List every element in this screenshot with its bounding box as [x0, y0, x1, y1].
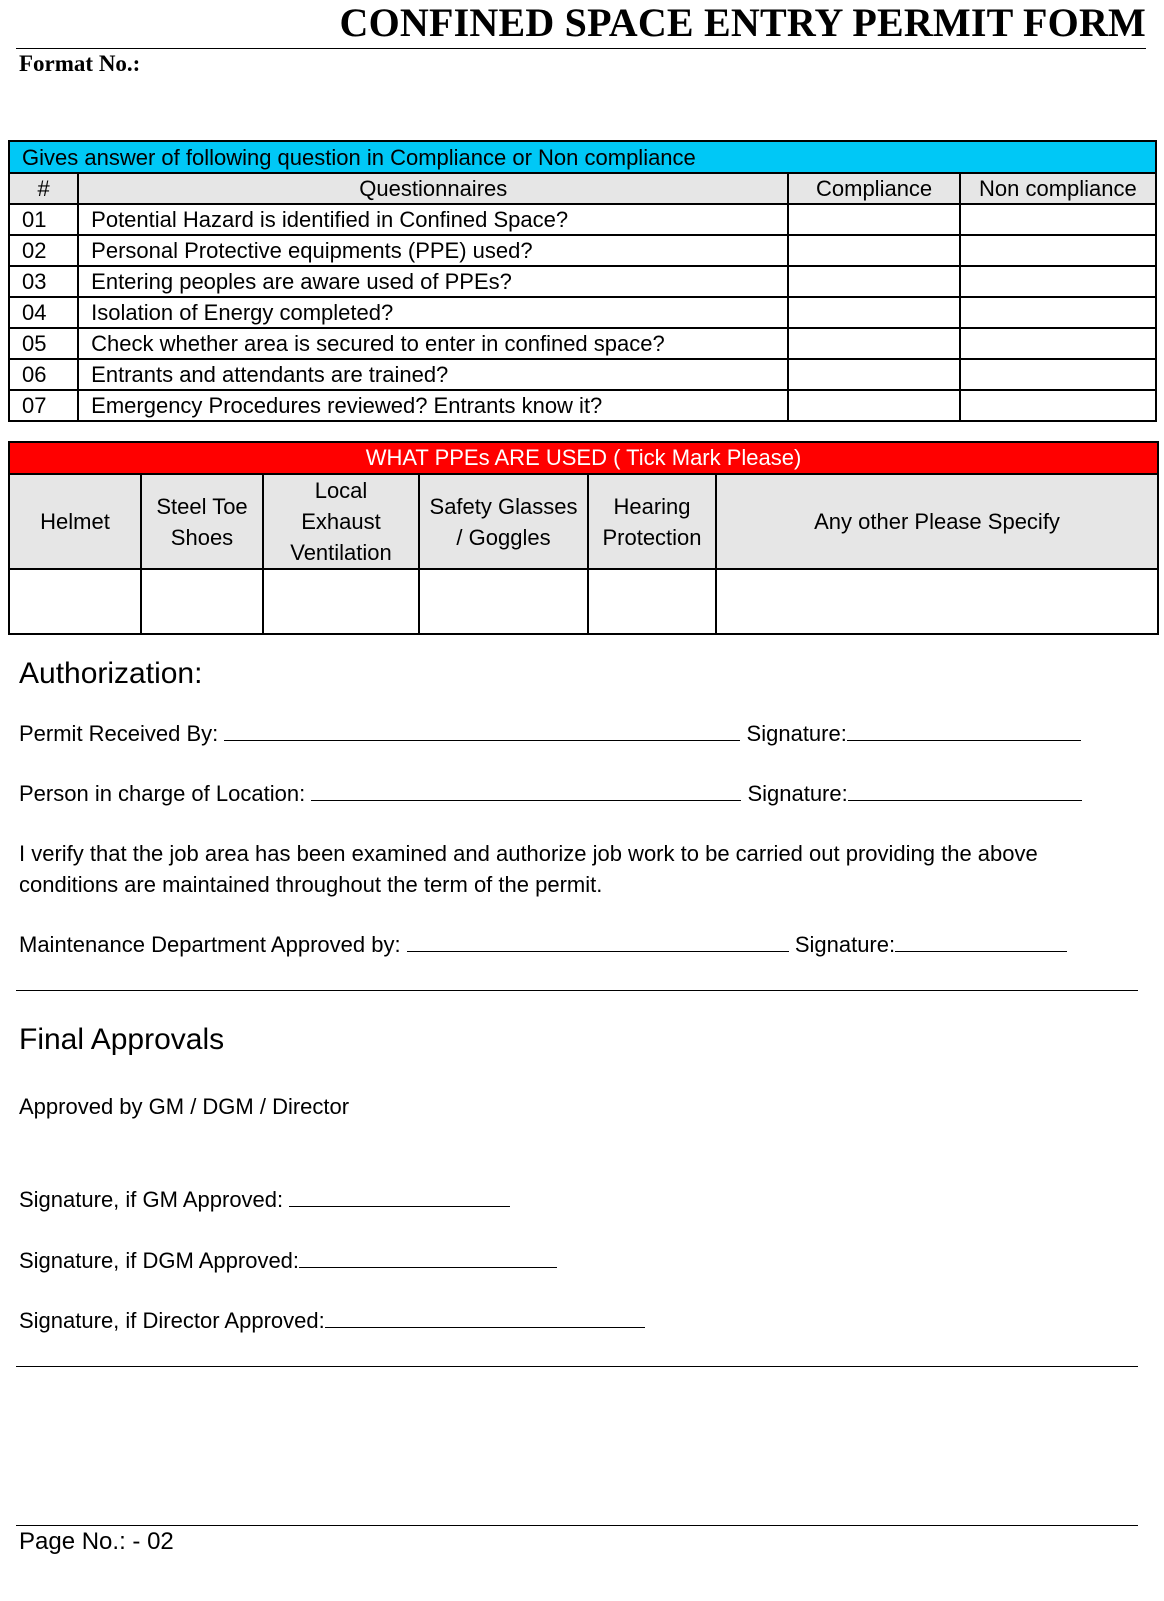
non-compliance-cell[interactable]: [960, 235, 1156, 266]
row-number: 05: [9, 328, 78, 359]
permit-received-line: [19, 718, 1081, 747]
maintenance-label: Maintenance Department Approved by:: [19, 932, 401, 957]
non-compliance-cell[interactable]: [960, 297, 1156, 328]
permit-received-field[interactable]: [224, 718, 740, 741]
ppe-col-hearing-protection: Hearing Protection: [588, 474, 716, 569]
row-number: 07: [9, 390, 78, 421]
form-title: CONFINED SPACE ENTRY PERMIT FORM: [339, 0, 1146, 45]
questionnaire-banner: Gives answer of following question in Compliance or Non compliance: [9, 141, 1156, 173]
signature-label: Signature:: [746, 721, 847, 746]
permit-received-label: Permit Received By:: [19, 721, 219, 746]
row-question: Emergency Procedures reviewed? Entrants know it?: [78, 390, 788, 421]
compliance-cell[interactable]: [788, 204, 959, 235]
ppe-table: [8, 441, 1159, 635]
page-number: Page No.: - 02: [19, 1528, 174, 1555]
ppe-col-local-exhaust-ventilation: Local Exhaust Ventilation: [263, 474, 419, 569]
row-question: Entering peoples are aware used of PPEs?: [78, 266, 788, 297]
gm-signature-label: Signature, if GM Approved:: [19, 1187, 284, 1212]
ppe-col-helmet: Helmet: [9, 474, 141, 569]
signature-label: Signature:: [794, 932, 896, 957]
table-row: [9, 235, 1156, 266]
row-number: 02: [9, 235, 78, 266]
signature-label: Signature:: [747, 781, 848, 806]
dgm-signature-line: [19, 1245, 557, 1274]
non-compliance-cell[interactable]: [960, 328, 1156, 359]
ppe-hearing-cell[interactable]: [588, 569, 716, 634]
compliance-cell[interactable]: [788, 390, 959, 421]
non-compliance-cell[interactable]: [960, 204, 1156, 235]
ppe-col-safety-glasses: Safety Glasses / Goggles: [419, 474, 588, 569]
ppe-other-cell[interactable]: [716, 569, 1158, 634]
compliance-cell[interactable]: [788, 328, 959, 359]
authorization-heading: Authorization:: [19, 657, 203, 690]
ppe-steel-toe-cell[interactable]: [141, 569, 263, 634]
col-header-non-compliance: Non compliance: [960, 173, 1156, 204]
row-question: Potential Hazard is identified in Confined Space?: [78, 204, 788, 235]
ppe-helmet-cell[interactable]: [9, 569, 141, 634]
person-in-charge-field[interactable]: [311, 778, 741, 801]
col-header-compliance: Compliance: [788, 173, 959, 204]
verification-text: I verify that the job area has been examined and authorize job work to be carried out providing the above conditions are maintained throughout the term of the permit.: [19, 841, 1038, 897]
section-divider: [16, 990, 1138, 991]
person-in-charge-line: [19, 778, 1082, 807]
final-approvals-heading: Final Approvals: [19, 1023, 225, 1056]
table-row: [9, 204, 1156, 235]
compliance-cell[interactable]: [788, 266, 959, 297]
title-divider: [16, 48, 1146, 49]
person-in-charge-label: Person in charge of Location:: [19, 781, 306, 806]
dgm-signature-label: Signature, if DGM Approved:: [19, 1248, 300, 1273]
maintenance-line: [19, 929, 1067, 958]
non-compliance-cell[interactable]: [960, 359, 1156, 390]
maintenance-field[interactable]: [407, 929, 789, 952]
director-signature-line: [19, 1305, 645, 1334]
non-compliance-cell[interactable]: [960, 390, 1156, 421]
table-row: [9, 297, 1156, 328]
director-signature-field[interactable]: [325, 1305, 645, 1328]
col-header-questionnaires: Questionnaires: [78, 173, 788, 204]
ppe-col-steel-toe-shoes: Steel Toe Shoes: [141, 474, 263, 569]
dgm-signature-field[interactable]: [299, 1245, 557, 1268]
questionnaire-table: [8, 140, 1157, 422]
ppe-local-exhaust-cell[interactable]: [263, 569, 419, 634]
compliance-cell[interactable]: [788, 297, 959, 328]
ppe-col-any-other: Any other Please Specify: [716, 474, 1158, 569]
section-divider: [16, 1366, 1138, 1367]
row-question: Personal Protective equipments (PPE) used?: [78, 235, 788, 266]
row-question: Entrants and attendants are trained?: [78, 359, 788, 390]
compliance-cell[interactable]: [788, 235, 959, 266]
row-question: Isolation of Energy completed?: [78, 297, 788, 328]
approved-by-text: Approved by GM / DGM / Director: [19, 1094, 350, 1119]
compliance-cell[interactable]: [788, 359, 959, 390]
gm-signature-field[interactable]: [289, 1184, 510, 1207]
row-number: 03: [9, 266, 78, 297]
non-compliance-cell[interactable]: [960, 266, 1156, 297]
col-header-number: #: [9, 173, 78, 204]
director-signature-label: Signature, if Director Approved:: [19, 1308, 325, 1333]
table-row: [9, 266, 1156, 297]
ppe-banner: WHAT PPEs ARE USED ( Tick Mark Please): [9, 442, 1158, 474]
format-no-label: Format No.:: [19, 51, 141, 76]
table-row: [9, 390, 1156, 421]
row-question: Check whether area is secured to enter in confined space?: [78, 328, 788, 359]
row-number: 06: [9, 359, 78, 390]
ppe-safety-glasses-cell[interactable]: [419, 569, 588, 634]
permit-received-signature-field[interactable]: [847, 718, 1081, 741]
row-number: 01: [9, 204, 78, 235]
maintenance-signature-field[interactable]: [895, 929, 1067, 952]
footer-divider: [16, 1525, 1138, 1526]
table-row: [9, 328, 1156, 359]
person-in-charge-signature-field[interactable]: [848, 778, 1082, 801]
row-number: 04: [9, 297, 78, 328]
gm-signature-line: [19, 1184, 510, 1213]
table-row: [9, 359, 1156, 390]
